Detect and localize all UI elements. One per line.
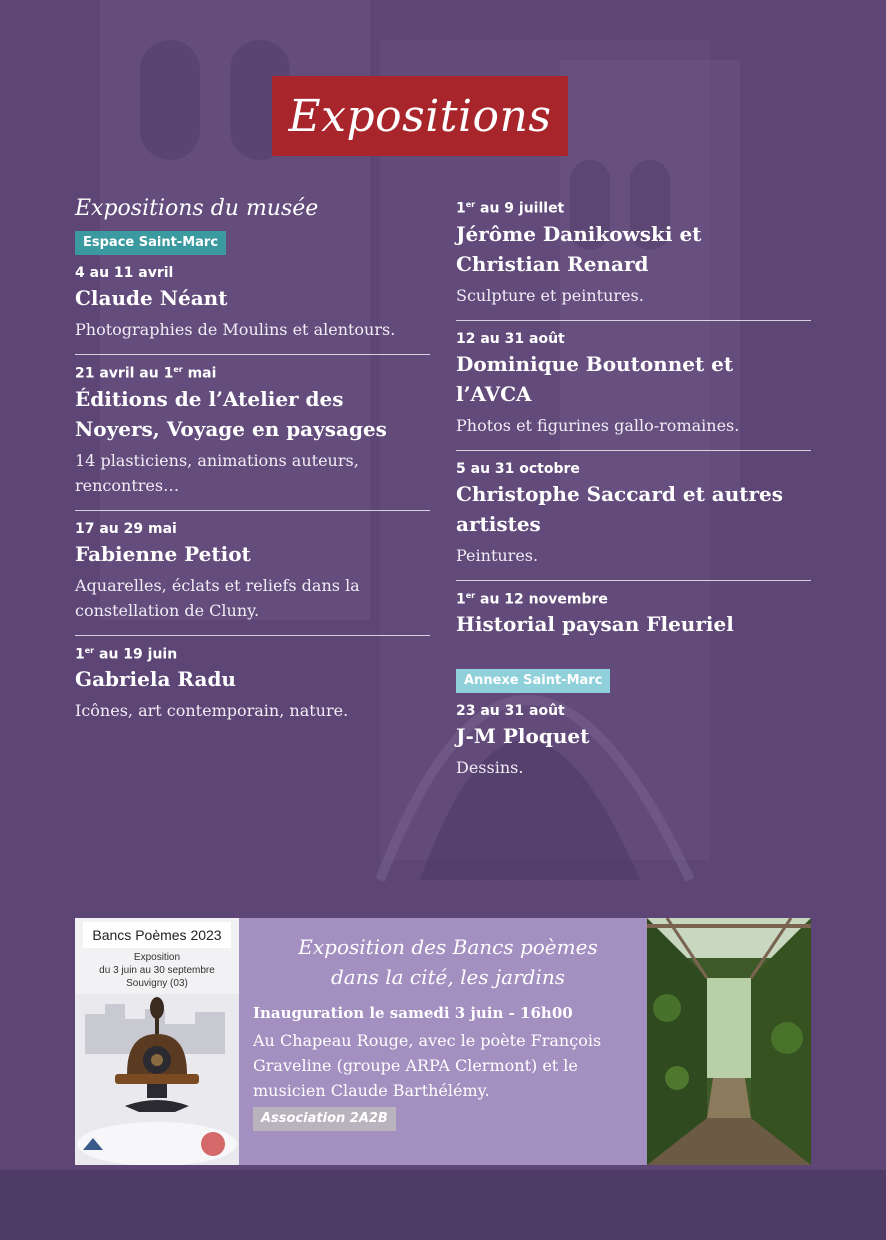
entry-date: 12 au 31 août xyxy=(456,330,565,347)
entry-date: 23 au 31 août xyxy=(456,703,565,720)
entry-artist: Fabienne Petiot xyxy=(75,541,251,566)
entry-description: Sculpture et peintures. xyxy=(456,285,644,305)
section-title: Expositions du musée xyxy=(75,196,319,221)
entry-description: Photographies de Moulins et alentours. xyxy=(75,320,396,339)
entry-artist: Jérôme Danikowski et Christian Renard xyxy=(456,221,702,276)
poster-line: Exposition xyxy=(133,952,181,963)
entry-description: Icônes, art contemporain, nature. xyxy=(75,701,349,721)
right-column xyxy=(456,200,811,792)
poster-line: Souvigny (03) xyxy=(126,978,188,989)
exhibition-entry xyxy=(75,511,430,636)
entry-description: Dessins. xyxy=(456,758,524,778)
exhibition-entry xyxy=(75,255,430,355)
poster-line: du 3 juin au 30 septembre xyxy=(99,965,215,976)
bench-sculpture-illustration xyxy=(75,994,239,1165)
entry-description: Photos et figurines gallo-romaines. xyxy=(456,415,740,435)
entry-description: Peintures. xyxy=(456,545,539,565)
association-tag: Association 2A2B xyxy=(253,1107,396,1131)
venue-tag-espace-saint-marc: Espace Saint-Marc xyxy=(75,231,226,255)
banner-title: Exposition des Bancs poèmes dans la cité, les jardins xyxy=(298,935,598,989)
event-poster xyxy=(75,918,239,1165)
entry-date: 5 au 31 octobre xyxy=(456,460,580,477)
exhibition-entry xyxy=(456,581,811,656)
entry-artist: J-M Ploquet xyxy=(456,724,590,749)
left-column xyxy=(75,196,430,735)
bancs-poemes-banner xyxy=(75,918,811,1165)
entry-date: 1er au 9 juillet xyxy=(456,200,565,217)
entry-artist: Christophe Saccard et autres artistes xyxy=(456,481,784,536)
entry-description: 14 plasticiens, animations auteurs, rencontres… xyxy=(75,450,359,495)
entry-date: 21 avril au 1er mai xyxy=(75,365,217,382)
entry-artist: Gabriela Radu xyxy=(75,667,236,692)
inauguration-line: Inauguration le samedi 3 juin - 16h00 xyxy=(253,1004,573,1022)
entry-date: 1er au 19 juin xyxy=(75,645,178,663)
entry-artist: Claude Néant xyxy=(75,286,228,310)
entry-artist: Éditions de l’Atelier des Noyers, Voyage en paysages xyxy=(75,386,387,441)
banner-description: Au Chapeau Rouge, avec le poète François Graveline (groupe ARPA Clermont) et le musicien Claude Barthélémy. xyxy=(253,1031,602,1100)
exhibition-entry xyxy=(456,200,811,321)
poster-title: Bancs Poèmes 2023 xyxy=(83,922,231,948)
entry-artist: Dominique Boutonnet et l’AVCA xyxy=(456,351,734,406)
entry-artist: Historial paysan Fleuriel xyxy=(456,612,734,637)
banner-text xyxy=(253,932,643,1131)
page-title: Expositions xyxy=(288,90,552,142)
entry-description: Aquarelles, éclats et reliefs dans la constellation de Cluny. xyxy=(75,575,360,620)
entry-date: 1er au 12 novembre xyxy=(456,590,608,608)
exhibition-entry xyxy=(456,321,811,451)
title-banner xyxy=(272,76,568,156)
entry-date: 17 au 29 mai xyxy=(75,520,177,537)
exhibition-entry xyxy=(456,693,811,792)
garden-pergola-photo xyxy=(647,918,811,1165)
exhibition-entry xyxy=(75,355,430,511)
venue-tag-annexe-saint-marc: Annexe Saint-Marc xyxy=(456,669,610,693)
exhibition-entry xyxy=(75,636,430,736)
exhibition-entry xyxy=(456,451,811,581)
entry-date: 4 au 11 avril xyxy=(75,265,174,281)
